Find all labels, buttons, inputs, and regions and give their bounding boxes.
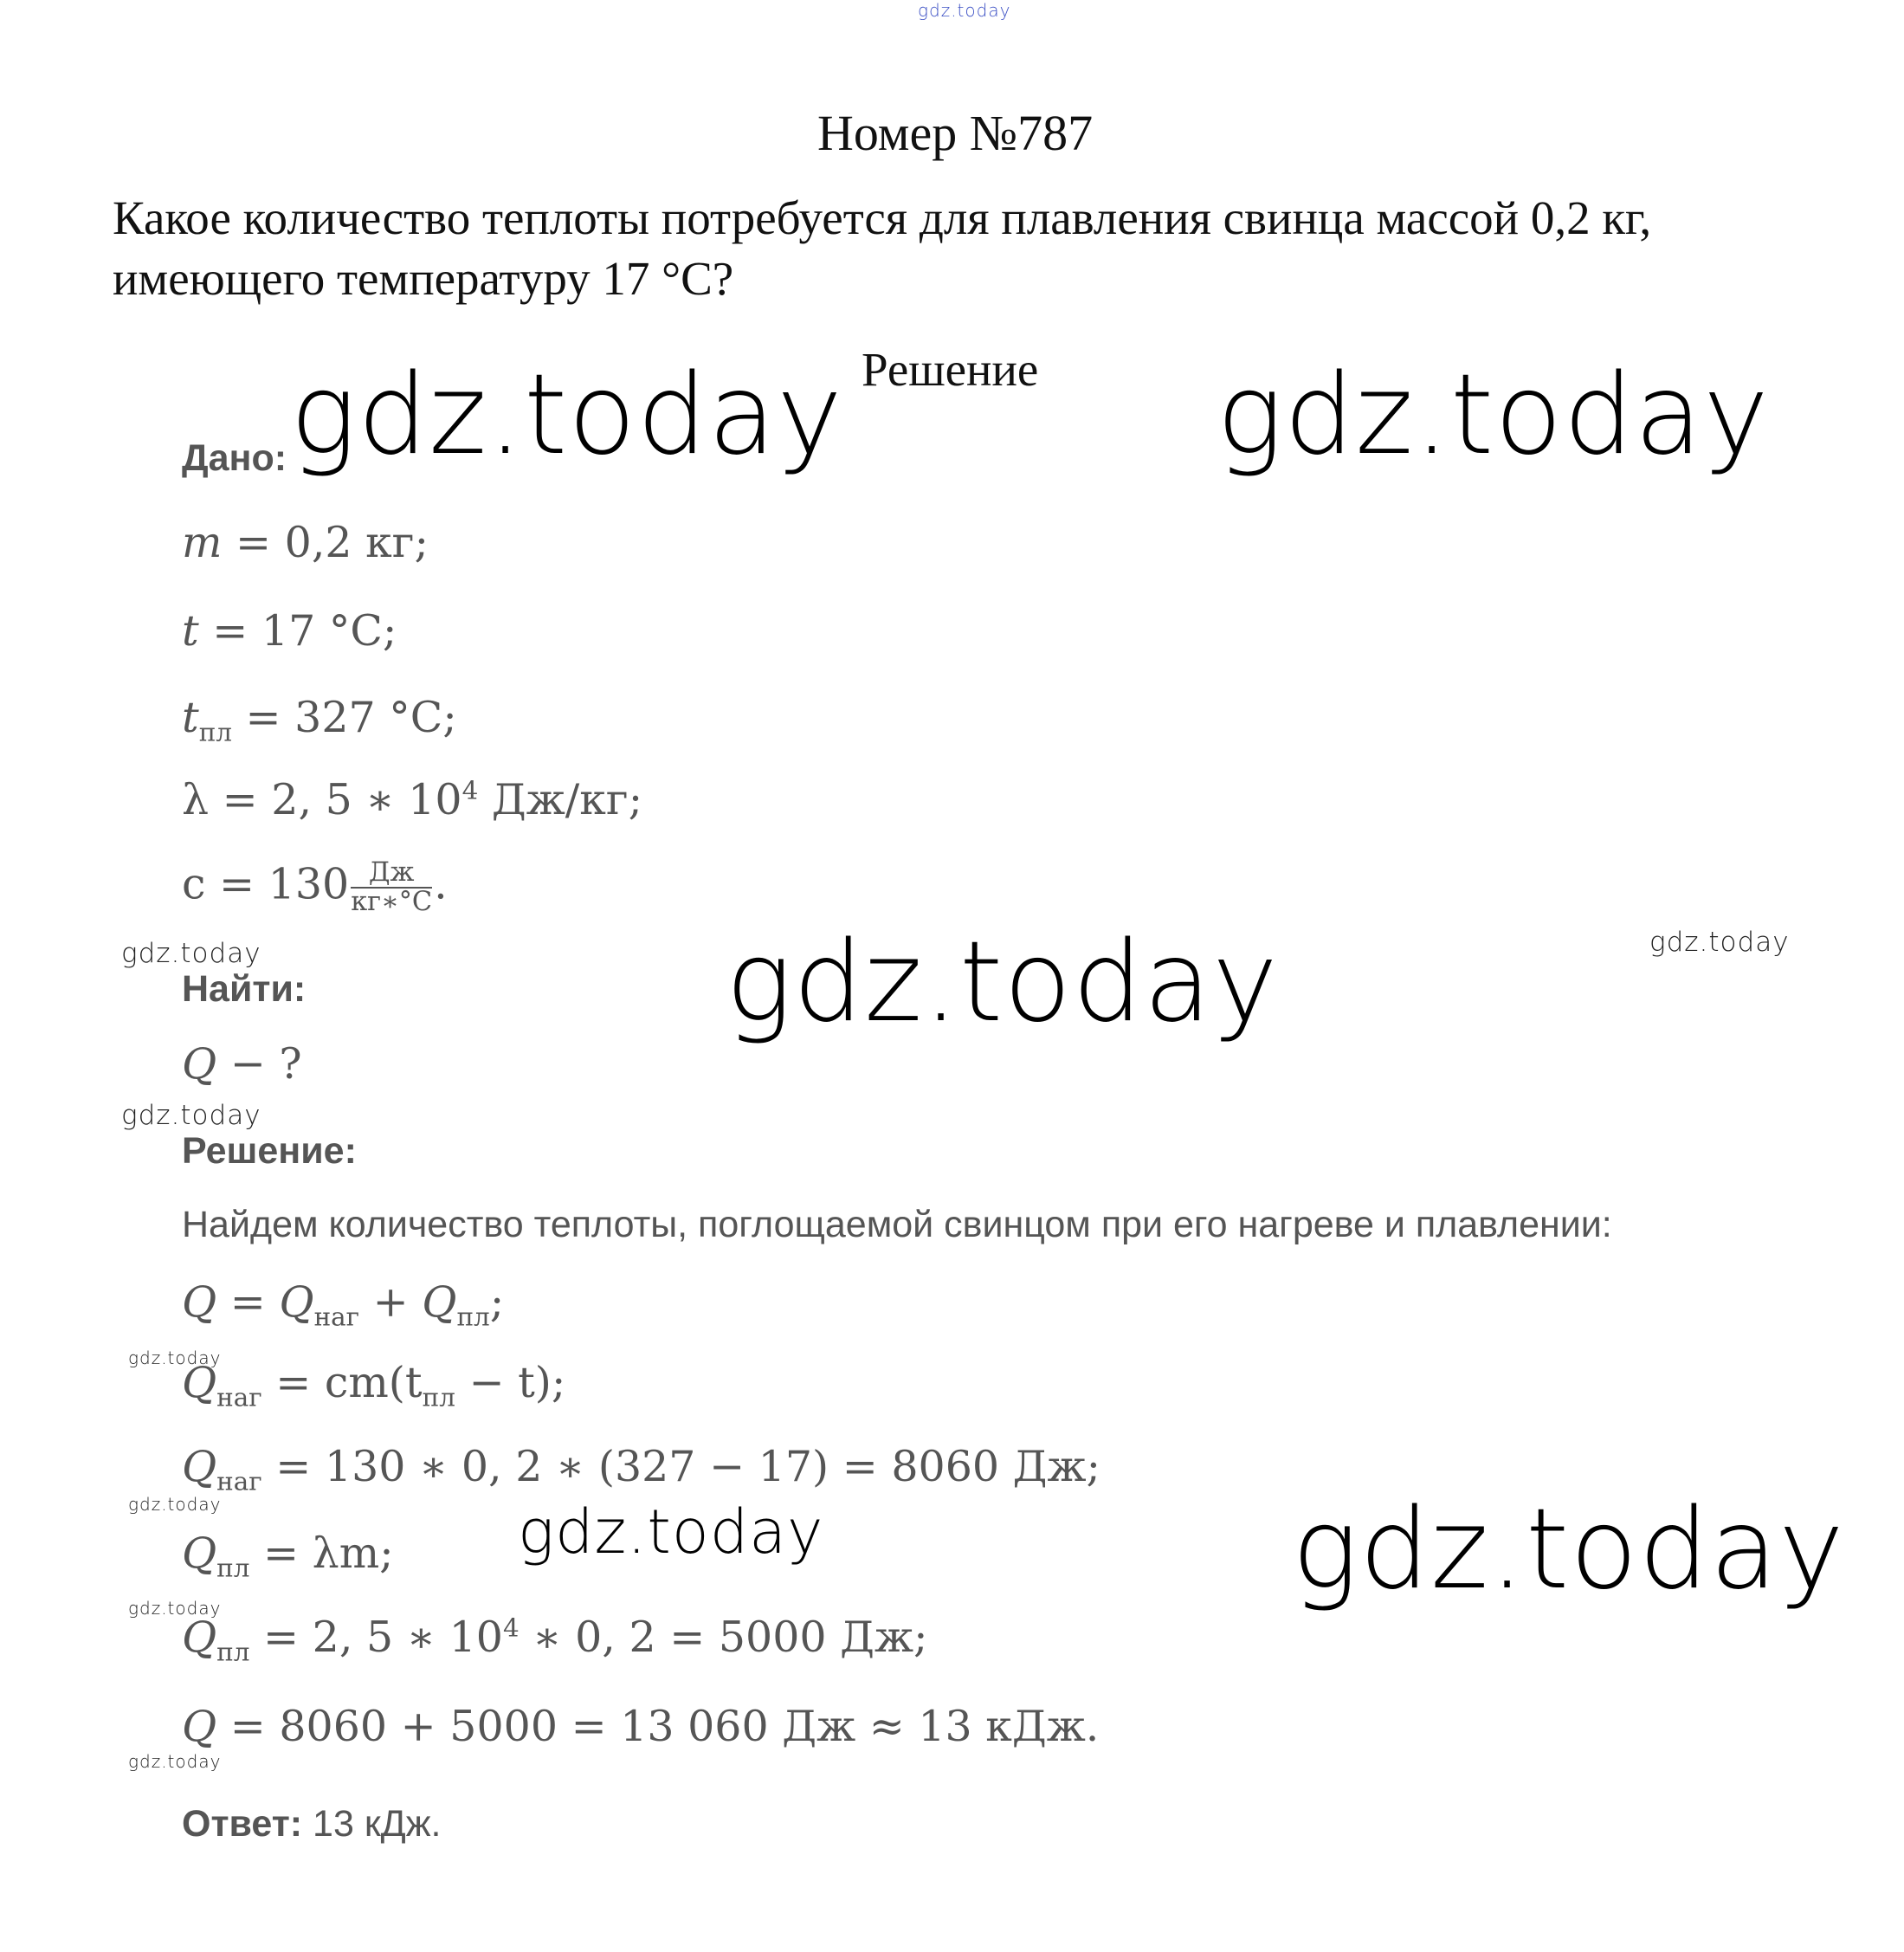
watermark: gdz.today	[128, 1348, 222, 1368]
solution-line-2-mid: = cm(t	[261, 1358, 423, 1407]
given-temperature	[182, 606, 397, 656]
solution-line-5-b: ∗ 0, 2 = 5000 Дж;	[519, 1613, 928, 1662]
var-q: Q	[182, 1442, 217, 1491]
solution-line-5-a: = 2, 5 ∗ 10	[249, 1613, 503, 1662]
solution-line-4-rest: = λm;	[249, 1529, 394, 1578]
sub-pl: пл	[216, 1637, 250, 1667]
var-q: Q	[422, 1277, 457, 1327]
sub-pl: пл	[216, 1553, 250, 1583]
solution-heading: Решение	[862, 343, 1039, 396]
solution-line-6	[182, 1702, 1099, 1751]
var-q: Q	[182, 1358, 217, 1407]
watermark: gdz.today	[290, 351, 843, 480]
given-label: Дано:	[182, 437, 287, 479]
var-q: Q	[182, 1039, 217, 1089]
find-q	[182, 1039, 302, 1089]
problem-line-2: имеющего температуру 17 °С?	[113, 252, 734, 305]
solution-line-5	[182, 1613, 928, 1666]
solution-line-5-exp: 4	[502, 1613, 520, 1643]
given-lambda	[182, 775, 642, 824]
given-lambda-b: Дж/кг;	[478, 775, 643, 824]
given-c-a: c = 130	[182, 859, 350, 909]
var-m: m	[182, 518, 223, 567]
solution-line-2	[182, 1358, 565, 1412]
answer-value: 13 кДж.	[302, 1803, 442, 1845]
given-c-end: .	[434, 859, 448, 909]
sub-pl: пл	[198, 717, 232, 747]
watermark: gdz.today	[121, 938, 261, 969]
watermark: gdz.today	[121, 1100, 261, 1131]
solution-line-3	[182, 1442, 1100, 1496]
watermark: gdz.today	[1649, 927, 1790, 958]
watermark: gdz.today	[128, 1598, 222, 1619]
find-q-rest: − ?	[216, 1039, 302, 1089]
given-c-numerator: Дж	[351, 859, 432, 889]
var-q: Q	[182, 1529, 217, 1578]
given-mass	[182, 518, 429, 567]
solution-line-6-rest: = 8060 + 5000 = 13 060 Дж ≈ 13 кДж.	[216, 1702, 1100, 1751]
solution-line-4	[182, 1529, 394, 1582]
watermark: gdz.today	[518, 1496, 824, 1567]
watermark: gdz.today	[128, 1751, 222, 1772]
sub-pl: пл	[422, 1382, 455, 1412]
var-q: Q	[279, 1277, 314, 1327]
solution-label: Решение:	[182, 1130, 357, 1172]
given-c-denominator: кг∗°С	[351, 886, 433, 917]
solution-line-3-rest: = 130 ∗ 0, 2 ∗ (327 − 17) = 8060 Дж;	[261, 1442, 1101, 1491]
answer-label: Ответ:	[182, 1803, 303, 1845]
sub-pl: пл	[456, 1302, 490, 1332]
page-title: Номер №787	[817, 105, 1094, 161]
watermark: gdz.today	[128, 1494, 222, 1515]
given-mass-value: = 0,2 кг;	[222, 518, 429, 567]
var-t: t	[182, 693, 199, 742]
watermark: gdz.today	[1217, 351, 1770, 480]
solution-line-1-end: ;	[489, 1277, 505, 1327]
var-q: Q	[182, 1702, 217, 1751]
watermark-top: gdz.today	[918, 0, 1011, 21]
given-specific-heat	[182, 859, 448, 916]
var-q: Q	[182, 1277, 217, 1327]
watermark: gdz.today	[1292, 1485, 1845, 1614]
given-temperature-value: = 17 °С;	[198, 606, 397, 656]
answer	[182, 1803, 441, 1845]
watermark: gdz.today	[726, 918, 1279, 1047]
given-c-fraction	[351, 859, 432, 916]
given-melting-temperature-value: = 327 °С;	[231, 693, 457, 742]
sub-nag: наг	[216, 1382, 262, 1412]
given-melting-temperature	[182, 693, 457, 747]
problem-line-1: Какое количество теплоты потребуется для плавления свинца массой 0,2 кг,	[113, 191, 1652, 244]
sub-nag: наг	[313, 1302, 360, 1332]
find-label: Найти:	[182, 968, 307, 1010]
given-lambda-exp: 4	[461, 775, 479, 805]
given-lambda-a: λ = 2, 5 ∗ 10	[182, 775, 462, 824]
solution-line-1: $Q = Q_{наг} + Q_{пл}$;	[182, 1277, 505, 1332]
solution-line-2-end: − t);	[455, 1358, 566, 1407]
sub-nag: наг	[216, 1466, 262, 1496]
var-q: Q	[182, 1613, 217, 1662]
solution-intro: Найдем количество теплоты, поглощаемой свинцом при его нагреве и плавлении:	[182, 1204, 1612, 1245]
var-t: t	[182, 606, 199, 656]
